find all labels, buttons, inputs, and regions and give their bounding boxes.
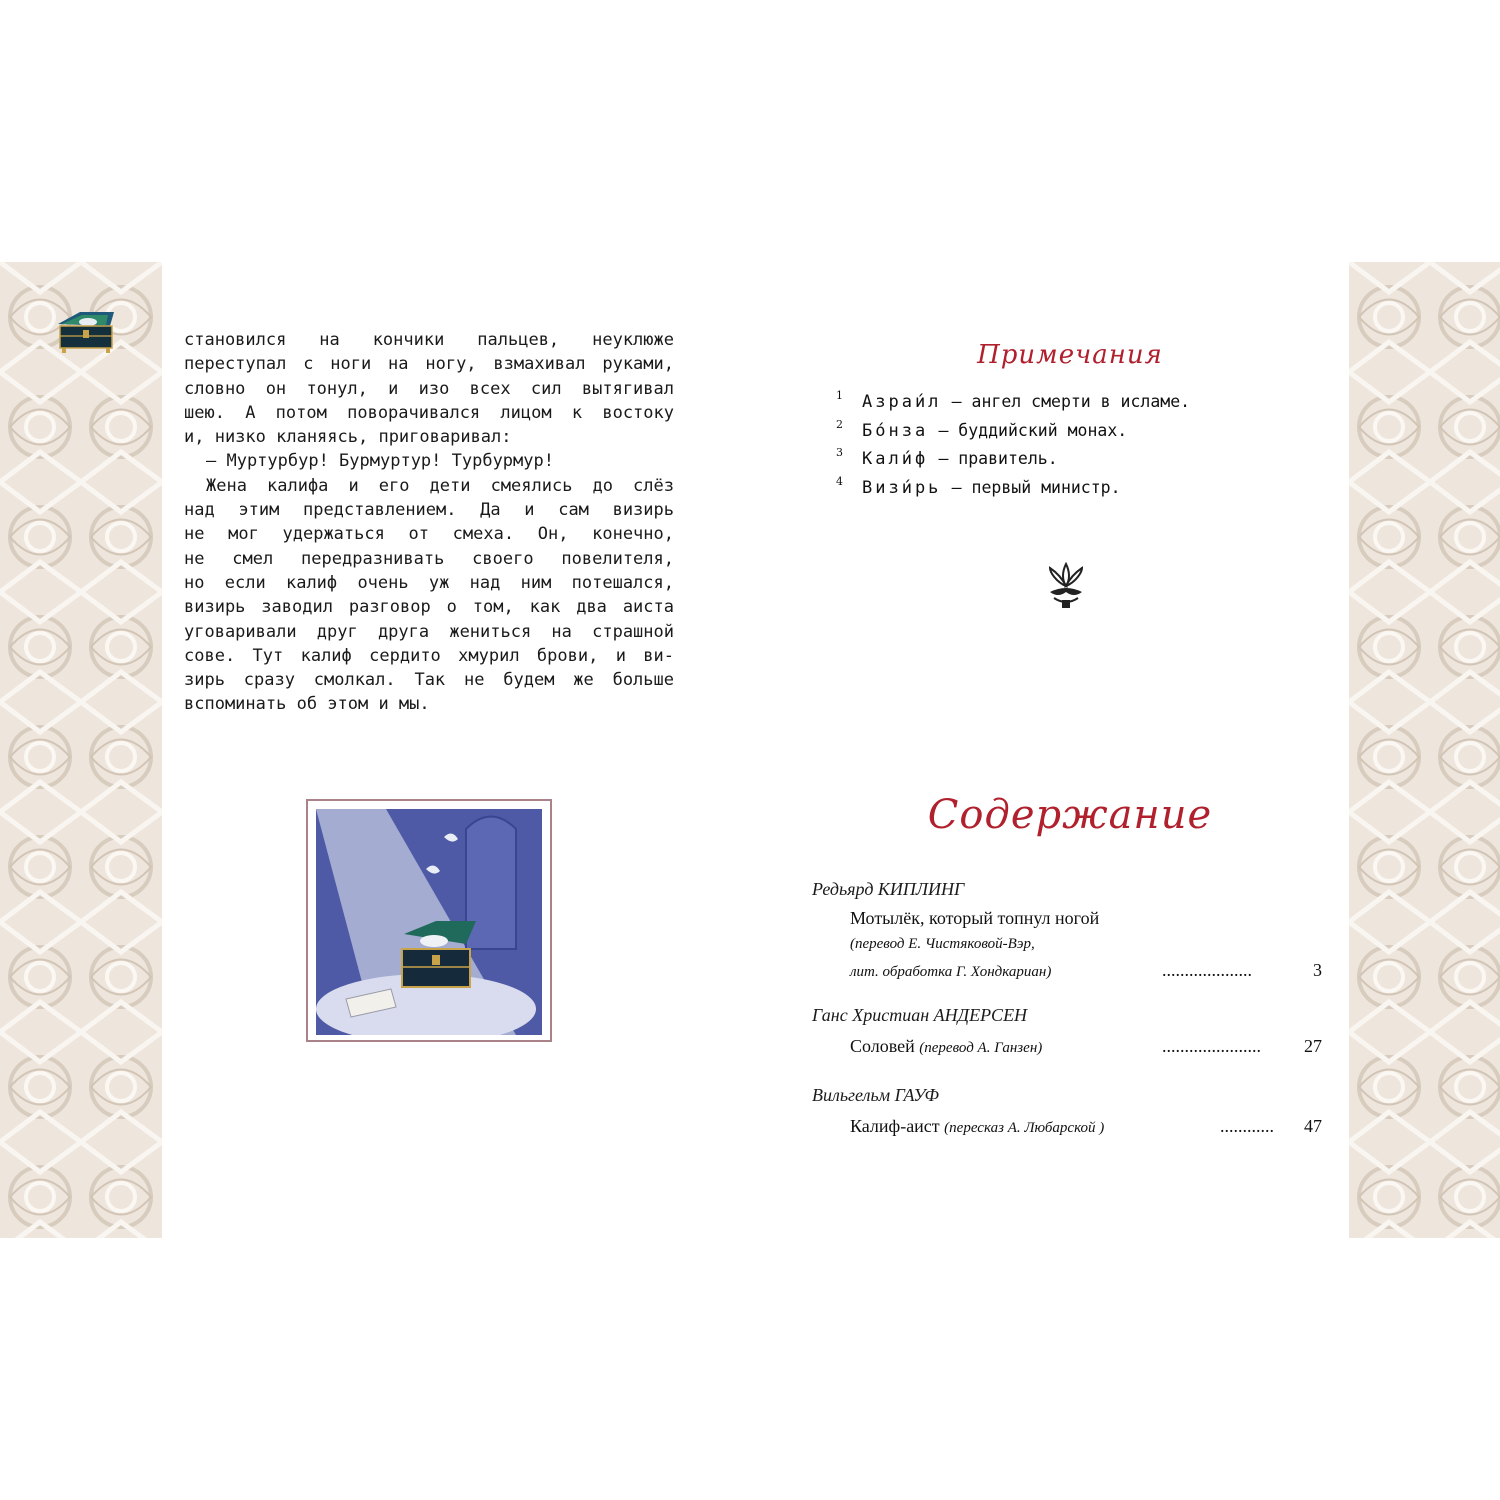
note-definition: – правитель. <box>938 449 1058 469</box>
text-line: уговаривали друг друга жениться на страшной <box>184 621 674 642</box>
note-definition: – первый министр. <box>951 478 1121 498</box>
story-text <box>184 328 674 717</box>
toc-page-number[interactable]: 27 <box>1304 1036 1322 1056</box>
toc-translation-note: (перевод А. Ганзен) <box>919 1040 1043 1056</box>
note-term: Кали́ф <box>862 449 929 470</box>
toc-author: Редьярд КИПЛИНГ <box>812 879 965 899</box>
toc-leader-dots: ............ <box>1220 1116 1274 1136</box>
note-item <box>836 474 1256 503</box>
text-line: словно он тонул, и изо всех сил вытягивал <box>184 378 674 399</box>
text-line: визирь заводил разговор о том, как два аиста <box>184 597 674 618</box>
toc-row <box>850 1033 1332 1061</box>
toc-entry <box>812 1083 1332 1141</box>
toc-page-number[interactable]: 3 <box>1313 960 1322 980</box>
lotus-ornament-icon <box>1044 562 1088 610</box>
treasure-chest-icon <box>50 306 122 356</box>
toc-translation-note: (перевод Е. Чистяковой-Вэр, <box>850 936 1035 952</box>
toc-translation-note: лит. обработка Г. Хондкариан) <box>850 964 1052 980</box>
toc-author: Ганс Христиан АНДЕРСЕН <box>812 1005 1028 1025</box>
toc-entry <box>812 1003 1332 1061</box>
notes-list <box>836 388 1256 503</box>
left-ornamental-border <box>0 262 162 1238</box>
notes-title: Примечания <box>977 340 1163 370</box>
note-term: Бо́нза <box>862 420 929 441</box>
toc-translation-note: (пересказ А. Любарской ) <box>944 1120 1105 1136</box>
note-item <box>836 388 1256 417</box>
text-line: и, низко кланяясь, приговаривал: <box>184 427 512 448</box>
illustration-image <box>316 809 542 1035</box>
toc-entry <box>812 877 1332 985</box>
toc-work-title[interactable]: Калиф-аист <box>850 1116 940 1136</box>
note-number: 4 <box>836 475 843 489</box>
text-line: вспоминать об этом и мы. <box>184 694 430 715</box>
note-item <box>836 417 1256 446</box>
text-line: над этим представлением. Да и сам визирь <box>184 500 674 521</box>
text-line: шею. А потом поворачивался лицом к востоку <box>184 402 674 423</box>
note-term: Визи́рь <box>862 478 942 499</box>
text-line: не смел передразнивать своего повелителя, <box>184 548 674 569</box>
toc-author: Вильгельм ГАУФ <box>812 1085 940 1105</box>
text-line: становился на кончики пальцев, неуклюже <box>184 330 674 350</box>
toc-leader-dots: ...................... <box>1162 1036 1261 1056</box>
chest-illustration <box>306 799 552 1042</box>
note-term: Азраи́л <box>862 392 942 412</box>
toc-work-title[interactable]: Мотылёк, который топнул ногой <box>850 908 1100 928</box>
toc-title: Содержание <box>927 792 1213 838</box>
book-spread <box>0 262 1500 1238</box>
quote-line: – Муртурбур! Бурмуртур! Турбурмур! <box>206 451 554 472</box>
table-of-contents <box>812 877 1332 1141</box>
text-line: переступал с ноги на ногу, взмахивал руками, <box>184 354 674 375</box>
toc-leader-dots: .................... <box>1162 960 1252 980</box>
toc-row <box>850 1113 1332 1141</box>
text-line: не мог удержаться от смеха. Он, конечно, <box>184 524 674 545</box>
note-number: 2 <box>836 417 843 431</box>
text-line: зирь сразу смолкал. Так не будем же больше <box>184 670 674 691</box>
note-number: 1 <box>836 389 843 402</box>
text-line: но если калиф очень уж над ним потешался, <box>184 572 674 593</box>
toc-page-number[interactable]: 47 <box>1304 1116 1322 1136</box>
text-line: сове. Тут калиф сердито хмурил брови, и ви- <box>184 645 674 666</box>
note-item <box>836 445 1256 474</box>
note-definition: – ангел смерти в исламе. <box>951 392 1191 411</box>
text-line: Жена калифа и его дети смеялись до слёз <box>206 475 674 496</box>
right-ornamental-border <box>1349 262 1500 1238</box>
note-number: 3 <box>836 446 843 460</box>
toc-work-title[interactable]: Соловей <box>850 1036 915 1056</box>
toc-row <box>850 957 1332 985</box>
note-definition: – буддийский монах. <box>938 420 1128 440</box>
